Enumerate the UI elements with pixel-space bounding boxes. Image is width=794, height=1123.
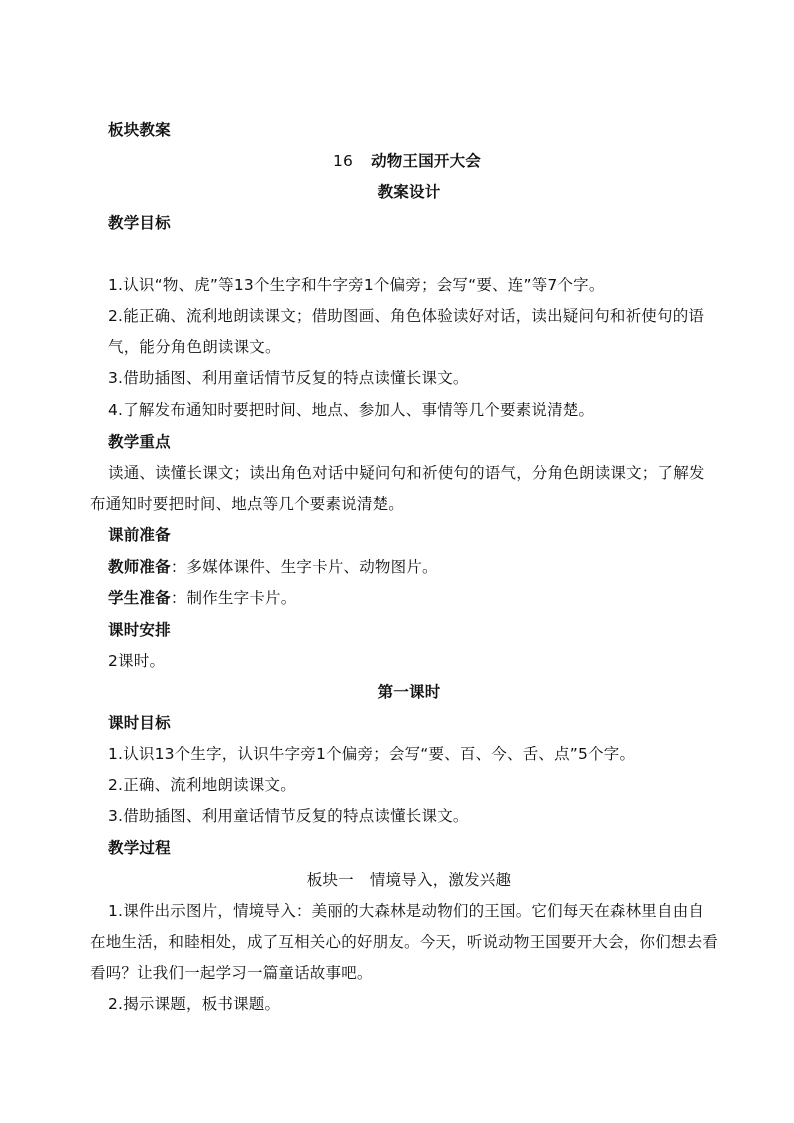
objective-3: 3.借助插图、利用童话情节反复的特点读懂长课文。 xyxy=(108,369,469,387)
lesson-objective-3: 3.借助插图、利用童话情节反复的特点读懂长课文。 xyxy=(108,807,469,825)
prep-heading: 课前准备 xyxy=(108,526,171,544)
student-prep xyxy=(108,588,296,608)
block1-label: 板块一 xyxy=(306,871,354,889)
block1-title: 情境导入，激发兴趣 xyxy=(369,871,512,889)
objective-2: 2.能正确、流利地朗读课文；借助图画、角色体验读好对话，读出疑问句和祈使句的语 xyxy=(108,307,705,325)
teacher-prep-text: ：多媒体课件、生字卡片、动物图片。 xyxy=(170,558,438,576)
student-prep-label: 学生准备 xyxy=(108,589,171,607)
objective-4: 4.了解发布通知时要把时间、地点、参加人、事情等几个要素说清楚。 xyxy=(108,401,595,419)
process-paragraph-1: 1.课件出示图片，情境导入：美丽的大森林是动物们的王国。它们每天在森林里自由自 xyxy=(108,902,705,920)
process-heading: 教学过程 xyxy=(108,839,171,857)
student-prep-text: ：制作生字卡片。 xyxy=(170,589,297,607)
teacher-prep-label: 教师准备 xyxy=(108,558,171,576)
first-lesson-title: 第一课时 xyxy=(377,683,441,701)
lesson-objective-2: 2.正确、流利地朗读课文。 xyxy=(108,776,296,794)
design-title: 教案设计 xyxy=(377,183,441,201)
lesson-objective-1: 1.认识13个生字，认识牛字旁1个偏旁；会写“要、百、今、舌、点”5个字。 xyxy=(108,745,636,763)
lesson-title-text: 动物王国开大会 xyxy=(371,152,482,170)
block1-heading xyxy=(0,870,794,890)
objective-2-cont: 气，能分角色朗读课文。 xyxy=(108,338,281,356)
lesson-title xyxy=(0,151,794,171)
objectives-heading: 教学目标 xyxy=(108,214,171,232)
schedule-heading: 课时安排 xyxy=(108,621,171,639)
lesson-objectives-heading: 课时目标 xyxy=(108,714,171,732)
objective-1: 1.认识“物、虎”等13个生字和牛字旁1个偏旁；会写“要、连”等7个字。 xyxy=(108,276,605,294)
process-paragraph-1-cont: 在地生活，和睦相处，成了互相关心的好朋友。今天，听说动物王国要开大会，你们想去看 xyxy=(90,933,719,951)
lesson-number: 16 xyxy=(332,152,354,170)
header-label: 板块教案 xyxy=(108,121,171,139)
process-paragraph-1-end: 看吗？让我们一起学习一篇童话故事吧。 xyxy=(90,964,373,982)
key-points-line-2: 布通知时要把时间、地点等几个要素说清楚。 xyxy=(90,495,405,513)
teacher-prep xyxy=(108,557,438,577)
process-paragraph-2: 2.揭示课题，板书课题。 xyxy=(108,995,281,1013)
schedule-text: 2课时。 xyxy=(108,652,166,670)
key-points-line-1: 读通、读懂长课文；读出角色对话中疑问句和祈使句的语气，分角色朗读课文；了解发 xyxy=(108,464,705,482)
key-points-heading: 教学重点 xyxy=(108,433,171,451)
